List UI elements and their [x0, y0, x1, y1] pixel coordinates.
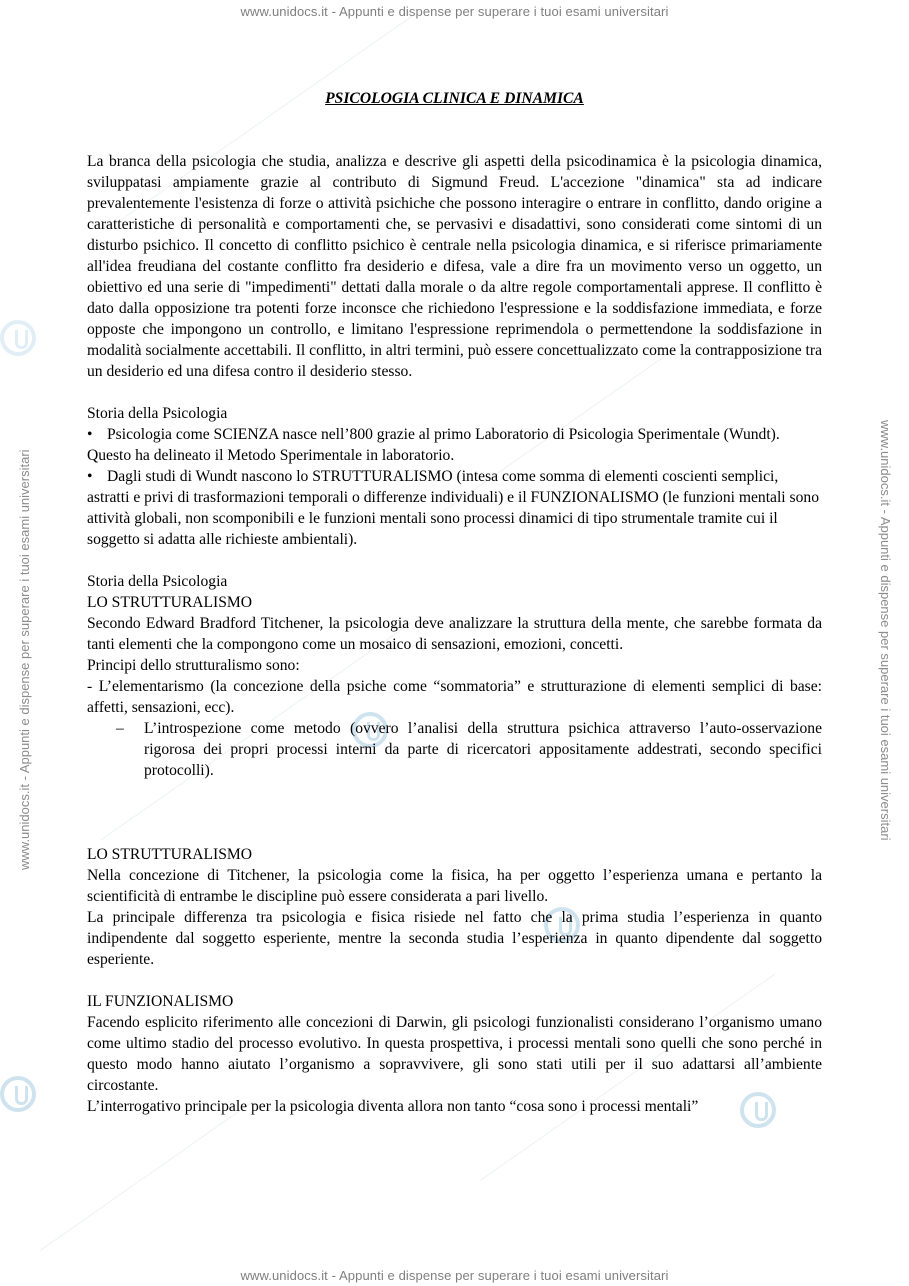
unidocs-logo-icon — [0, 1076, 36, 1112]
list-item — [87, 466, 822, 550]
paragraph: Nella concezione di Titchener, la psicologia come la fisica, ha per oggetto l’esperienza umana e pertanto la scientificità di entrambe le discipline può essere considerata a pari livello. — [87, 867, 822, 905]
list-item-text: L’introspezione come metodo (ovvero l’analisi della struttura psichica attraverso l’auto-osservazione rigorosa dei propri processi interni da parte di ricercatori appositamente addestrati, secondo specifici protocolli). — [144, 720, 822, 779]
document-title: PSICOLOGIA CLINICA E DINAMICA — [325, 90, 584, 107]
paragraph: Facendo esplicito riferimento alle concezioni di Darwin, gli psicologi funzionalisti considerano l’organismo umano come ultimo stadio del processo evolutivo. In questa prospettiva, i processi mentali sono quelli che sono perché in questo modo hanno aiutato l’organismo a sopravvivere, gli sono stati utili per il suo adattarsi all’ambiente circostante. — [87, 1014, 822, 1094]
section-heading: LO STRUTTURALISMO — [87, 846, 253, 863]
document-body — [87, 88, 822, 1117]
list-item: - L’elementarismo (la concezione della psiche come “sommatoria” e strutturazione di elementi semplici di base: affetti, sensazioni, ecc). — [87, 678, 822, 716]
list-item-text: Dagli studi di Wundt nascono lo STRUTTURALISMO (intesa come somma di elementi coscienti semplici, astratti e privi di trasformazioni temporali o differenze individuali) e il FUNZIONALISMO (le funzioni mentali sono attività globali, non scomponibili e le funzioni mentali sono processi dinamici di tipo strumentale tramite cui il soggetto si adatta alle richieste ambientali). — [87, 468, 820, 548]
paragraph: L’interrogativo principale per la psicologia diventa allora non tanto “cosa sono i processi mentali” — [87, 1098, 699, 1115]
section-heading: IL FUNZIONALISMO — [87, 993, 234, 1010]
dash-icon: – — [116, 720, 124, 737]
list-item — [116, 718, 822, 781]
watermark-side-left: www.unidocs.it - Appunti e dispense per superare i tuoi esami universitari — [17, 449, 32, 870]
intro-paragraph: La branca della psicologia che studia, analizza e descrive gli aspetti della psicodinamica è la psicologia dinamica, sviluppatasi ampiamente grazie al contributo di Sigmund Freud. L'accezione "dinamica" sta ad indicare prevalentemente l'esistenza di forze o attività psichiche che possono interagire o entrare in conflitto, dando origine a caratteristiche di personalità e comportamenti che, se pervasivi e disadattivi, sono considerati come sintomi di un disturbo psichico. Il concetto di conflitto psichico è centrale nella psicologia dinamica, e si riferisce primariamente all'idea freudiana del costante conflitto fra desiderio e difesa, vale a dire fra un movimento verso un oggetto, un obiettivo ed una serie di "impedimenti" dettati dalla morale o da altre regole comportamentali apprese. Il conflitto è dato dalla opposizione tra potenti forze inconsce che richiedono l'espressione e la soddisfazione immediata, e forze opposte che impongono un controllo, e limitano l'espressione reprimendola o permettendone la soddisfazione in modalità socialmente accettabili. Il conflitto, in altri termini, può essere concettualizzato come la contrapposizione tra un desiderio ed una difesa contro il desiderio stesso. — [87, 153, 822, 380]
list-item-text: Psicologia come SCIENZA nasce nell’800 grazie al primo Laboratorio di Psicologia Sperimentale (Wundt). Questo ha delineato il Metodo Sperimentale in laboratorio. — [87, 426, 780, 464]
watermark-banner-bottom: www.unidocs.it - Appunti e dispense per superare i tuoi esami universitari — [240, 1268, 669, 1283]
paragraph: La principale differenza tra psicologia e fisica risiede nel fatto che la prima studia l’esperienza in quanto indipendente dal soggetto esperiente, mentre la seconda studia l’esperienza in quanto dipendente dal soggetto esperiente. — [87, 909, 822, 968]
paragraph: Secondo Edward Bradford Titchener, la psicologia deve analizzare la struttura della mente, che sarebbe formata da tanti elementi che la compongono come un mosaico di sensazioni, emozioni, concetti. — [87, 615, 822, 653]
list-item — [87, 424, 822, 466]
section-heading: Storia della Psicologia — [87, 573, 228, 590]
unidocs-logo-icon — [0, 320, 36, 356]
bullet-icon: • — [87, 426, 93, 443]
bullet-icon: • — [87, 468, 93, 485]
section-subheading: LO STRUTTURALISMO — [87, 594, 253, 611]
watermark-line — [40, 1101, 254, 1251]
watermark-side-right: www.unidocs.it - Appunti e dispense per superare i tuoi esami universitari — [878, 420, 893, 841]
watermark-banner-top: www.unidocs.it - Appunti e dispense per superare i tuoi esami universitari — [240, 4, 669, 19]
principles-heading: Principi dello strutturalismo sono: — [87, 657, 300, 674]
section-heading: Storia della Psicologia — [87, 405, 228, 422]
